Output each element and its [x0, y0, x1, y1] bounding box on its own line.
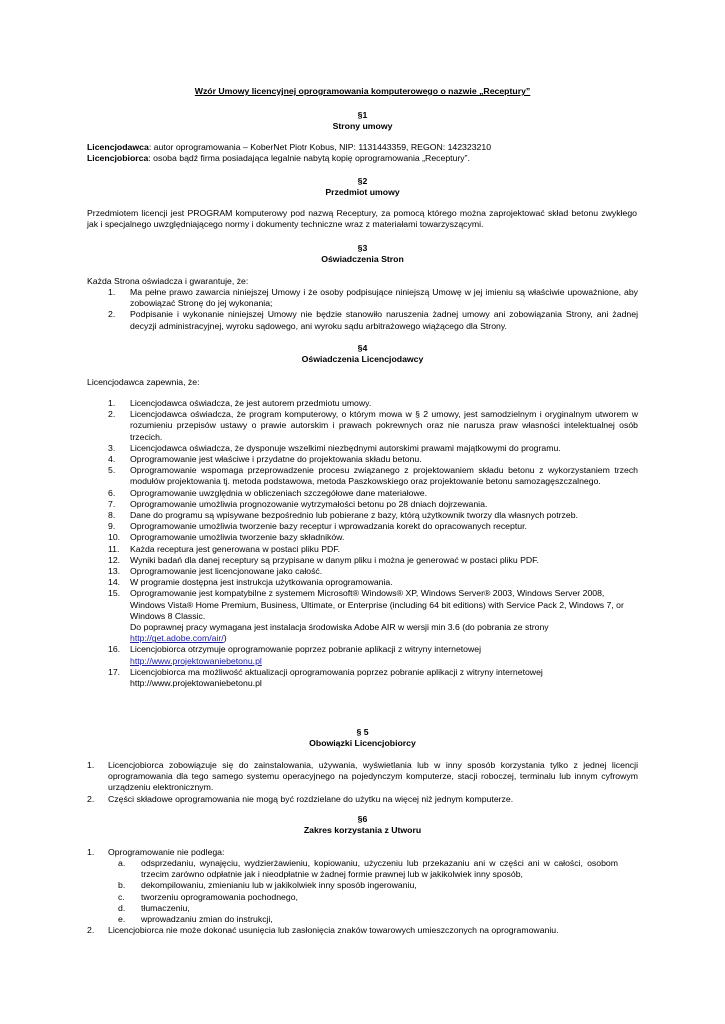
licensor-label: Licencjodawca — [87, 142, 149, 152]
section-5-list — [87, 760, 638, 805]
section-3-intro: Każda Strona oświadcza i gwarantuje, że: — [87, 276, 249, 286]
section-6-number: §6 — [357, 814, 368, 824]
list-item: 5. Oprogramowanie wspomaga przeprowadzenie procesu związanego z projektowaniem składu betonu z wykorzystaniem trzech modułów projektowania tj. metoda podstawowa, metoda Paszkowskiego oraz projektowanie betonu samozagęszczalnego. — [108, 465, 638, 487]
section-6-heading: Zakres korzystania z Utworu — [303, 825, 422, 835]
list-item: 7. Oprogramowanie umożliwia prognozowanie wytrzymałości betonu po 28 dniach dojrzewania. — [108, 498, 488, 509]
licensee-text: : osoba bądź firma posiadająca legalnie nabytą kopię oprogramowania „Receptury”. — [148, 153, 470, 164]
list-item: 8. Dane do programu są wpisywane bezpośrednio lub pobierane z bazy, którą użytkownik tworzy dla własnych potrzeb. — [108, 510, 578, 521]
section-2-text: Przedmiotem licencji jest PROGRAM komputerowy pod nazwą Receptury, za pomocą którego można zaprojektować skład betonu zwykłego jak i specjalnego uwzględniającego normy i dokumenty techniczne wraz z materiałami towarzyszącymi. — [87, 208, 637, 230]
list-item: 13. Oprogramowanie jest licencjonowane jako całość. — [108, 566, 323, 577]
list-item: e. wprowadzaniu zmian do instrukcji, — [118, 914, 273, 925]
section-3-heading: Oświadczenia Stron — [321, 254, 404, 264]
section-4-intro: Licencjodawca zapewnia, że: — [87, 377, 200, 387]
list-item: 16. Licencjobiorca otrzymuje oprogramowanie poprzez pobranie aplikacji z witryny internetowej http://www.projektowaniebetonu.pl — [108, 644, 482, 666]
list-item: 1. Licencjobiorca zobowiązuje się do zainstalowania, używania, wyświetlania lub w inny sposób korzystania tylko z jednej licencji oprogramowania dla tego samego systemu operacyjnego na pojedynczym komputerze, stacji roboczej, terminalu lub innym cyfrowym urządzeniu elektronicznym. — [87, 760, 638, 793]
section-4-list — [108, 398, 638, 689]
licensee-label: Licencjobiorca — [87, 153, 149, 164]
section-5-number: § 5 — [356, 727, 369, 737]
list-item: 15. Oprogramowanie jest kompatybilne z systemem Microsoft® Windows® XP, Windows Server® 2003, Windows Server 2008, Windows Vista® Home Premium, Business, Ultimate, or Enterprise (including 64 bit editions) with Service Pack 2, Windows 7, or Windows 8 Classic. Do poprawnej pracy wymagana jest instalacja środowiska Adobe AIR w wersji min 3.6 (do pobrania ze strony http://get.adobe.com/air/) — [108, 588, 624, 644]
adobe-air-link[interactable]: http://get.adobe.com/air/ — [130, 633, 224, 644]
list-item: 1. Ma pełne prawo zawarcia niniejszej Umowy i że osoby podpisujące niniejszą Umowę w jej imieniu są właściwie upoważnione, aby zobowiązać Stronę do jej wykonania; — [108, 287, 638, 309]
list-item: 14. W programie dostępna jest instrukcja użytkowania oprogramowania. — [108, 577, 393, 588]
projektowaniebetonu-link[interactable]: http://www.projektowaniebetonu.pl — [130, 655, 262, 666]
section-1-number: §1 — [357, 110, 368, 120]
licensor-text: : autor oprogramowania – KoberNet Piotr Kobus, NIP: 1131443359, REGON: 142323210 — [148, 142, 492, 152]
section-6-sublist — [118, 858, 618, 925]
list-item: 4. Oprogramowanie jest właściwe i przydatne do projektowania składu betonu. — [108, 454, 422, 465]
section-1-parties — [87, 142, 637, 164]
list-item: 9. Oprogramowanie umożliwia tworzenie bazy receptur i wprowadzania korekt do opracowanych receptur. — [108, 521, 527, 532]
list-item: 2. Podpisanie i wykonanie niniejszej Umowy nie będzie stanowiło naruszenia żadnej umowy ani zobowiązania Strony, ani żadnej decyzji administracyjnej, wyroku sądowego, ani wyroku sądu arbitrażowego wiążącego dla Strony. — [108, 309, 638, 331]
list-item: b. dekompilowaniu, zmienianiu lub w jakikolwiek inny sposób ingerowaniu, — [118, 880, 417, 891]
list-item: 1. Oprogramowanie nie podlega: — [87, 847, 225, 857]
list-item: 2. Części składowe oprogramowania nie mogą być rozdzielane do użytku na więcej niż jednym komputerze. — [87, 793, 514, 804]
list-item: 6. Oprogramowanie uwzględnia w obliczeniach szczegółowe dane materiałowe. — [108, 487, 427, 498]
section-4-number: §4 — [357, 343, 368, 353]
section-5-heading: Obowiązki Licencjobiorcy — [309, 738, 416, 748]
section-2-heading: Przedmiot umowy — [325, 187, 400, 197]
list-item: 10. Oprogramowanie umożliwia tworzenie bazy składników. — [108, 532, 345, 543]
list-item: 3. Licencjodawca oświadcza, że dysponuje wszelkimi niezbędnymi autorskimi prawami majątkowymi do programu. — [108, 442, 561, 453]
list-item: 1. Licencjodawca oświadcza, że jest autorem przedmiotu umowy. — [108, 398, 372, 408]
list-item: 2. Licencjodawca oświadcza, że program komputerowy, o którym mowa w § 2 umowy, jest samodzielnym i oryginalnym utworem w rozumieniu przepisów ustawy o prawie autorskim i prawach pokrewnych oraz nie narusza praw własności intelektualnej osób trzecich. — [108, 409, 638, 442]
list-item: 2. Licencjobiorca nie może dokonać usunięcia lub zasłonięcia znaków towarowych umieszczonych na oprogramowaniu. — [87, 925, 559, 935]
list-item: 11. Każda receptura jest generowana w postaci pliku PDF. — [108, 543, 341, 554]
section-2-number: §2 — [357, 176, 368, 186]
section-6-list — [87, 847, 638, 858]
section-4-heading: Oświadczenia Licencjodawcy — [301, 354, 424, 364]
list-item: 17. Licencjobiorca ma możliwość aktualizacji oprogramowania poprzez pobranie aplikacji z witryny internetowej http://www.projektowaniebetonu.pl — [108, 666, 543, 689]
list-item: c. tworzeniu oprogramowania pochodnego, — [118, 891, 298, 902]
section-6-list-2 — [87, 925, 638, 936]
list-item: a. odsprzedaniu, wynajęciu, wydzierżawieniu, kopiowaniu, użyczeniu lub przekazaniu ani w części ani w całości, osobom trzecim zarówno odpłatnie jak i nieodpłatnie w żadnej formie prawnej lub w jakikolwiek inny sposób, — [118, 858, 618, 880]
section-3-number: §3 — [357, 243, 368, 253]
list-item: 12. Wyniki badań dla danej receptury są przypisane w danym pliku i można je generować w postaci pliku PDF. — [108, 554, 539, 565]
document-title: Wzór Umowy licencyjnej oprogramowania komputerowego o nazwie „Receptury” — [194, 86, 531, 96]
section-1-heading: Strony umowy — [332, 121, 393, 131]
section-3-list — [108, 287, 638, 332]
list-item: d. tłumaczeniu, — [118, 902, 190, 913]
